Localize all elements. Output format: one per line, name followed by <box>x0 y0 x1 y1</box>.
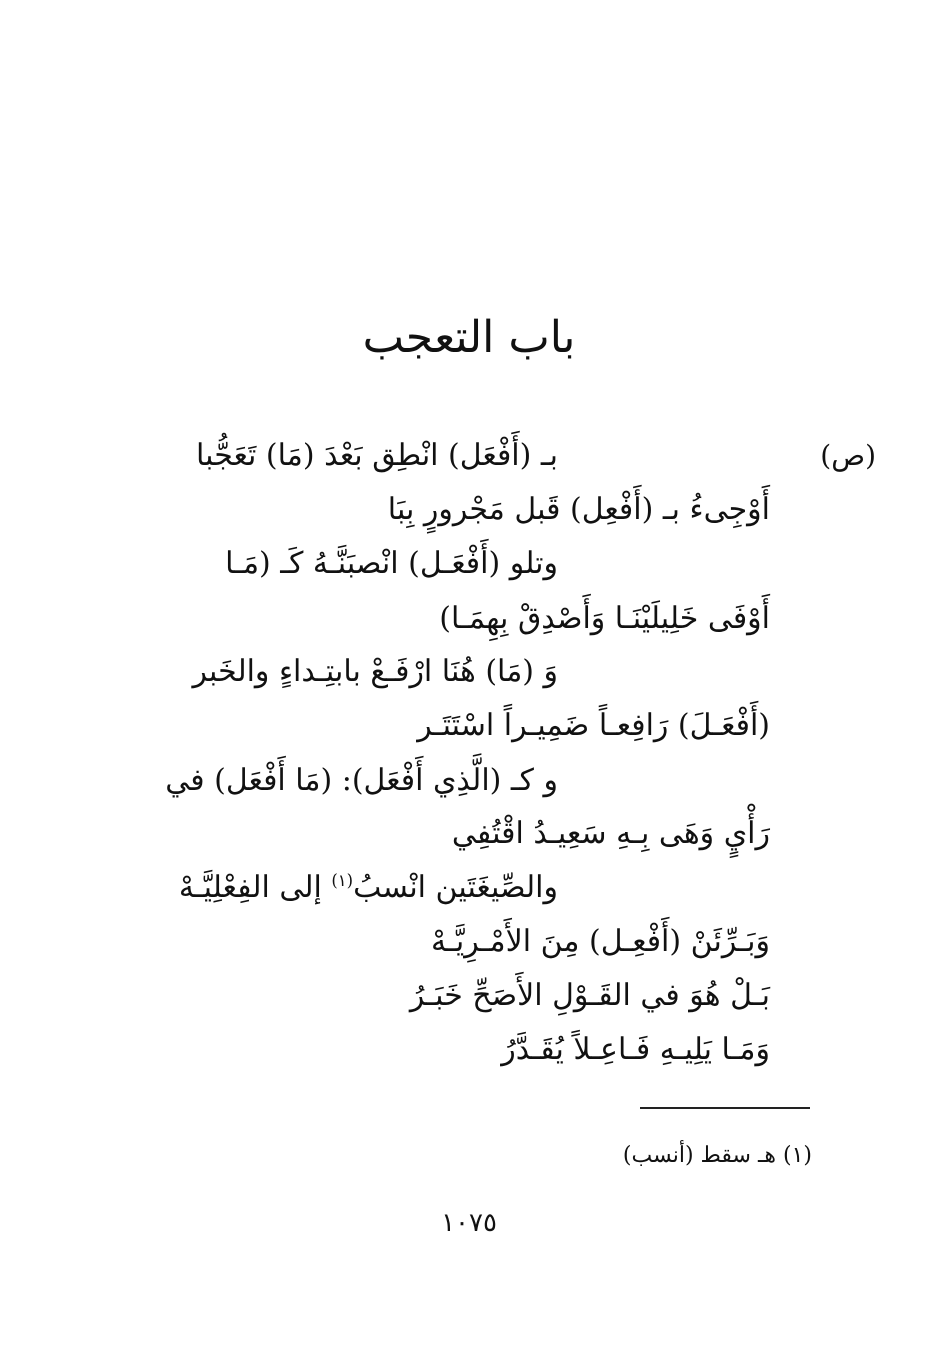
verse-line: و كـ (الَّذِي أَفْعَل): (مَا أَفْعَل) في <box>165 763 558 798</box>
verse-line: أَوْفَى خَلِيلَيْنَـا وَأَصْدِقْ بِهِمَـا) <box>439 601 770 636</box>
verse-line-tail: إلى الفِعْلِيَّـهْ <box>178 870 322 905</box>
verse-line: وَ (مَا) هُنَا ارْفَـعْ بابتِـداءٍ والخَبر <box>192 654 558 689</box>
verse-line: (أَفْعَـلَ) رَافِعـاً ضَمِيـراً اسْتَتَـر <box>417 708 770 743</box>
footnote-separator <box>640 1107 810 1109</box>
verse-line-head: والصِّيغَتَين انْسبُ <box>353 870 558 905</box>
verse-line: وتلو (أَفْعَـل) انْصبَنَّـهُ كَـ (مَـا <box>225 546 558 581</box>
verse-line: وَمَـا يَلِيـهِ فَـاعِـلاً يُقَـدَّرُ <box>501 1032 770 1067</box>
page-number: ١٠٧٥ <box>441 1208 497 1238</box>
chapter-title: باب التعجب <box>362 312 576 363</box>
verse-line: أَوْجِىءُ بـ (أَفْعِل) قَبل مَجْرورٍ بِبَا <box>387 492 770 527</box>
footnote-reference: (١) <box>331 871 354 890</box>
text-marker: (ص) <box>820 439 876 472</box>
verse-line: بـ (أَفْعَل) انْطِق بَعْدَ (مَا) تَعَجُّبا <box>196 438 558 473</box>
verse-line: رَأْيٍ وَهَى بِـهِ سَعِيـدُ اقْتُفِي <box>451 816 770 851</box>
footnote: (١) هـ سقط (أنسب) <box>622 1143 812 1168</box>
verse-line: وَبَـرِّئَنْ (أَفْعِـل) مِنَ الأَمْـرِيَّـهْ <box>430 924 770 959</box>
verse-line <box>179 866 558 910</box>
verse-line: بَـلْ هُوَ في القَـوْلِ الأَصَحِّ خَبَـرُ <box>409 978 770 1013</box>
